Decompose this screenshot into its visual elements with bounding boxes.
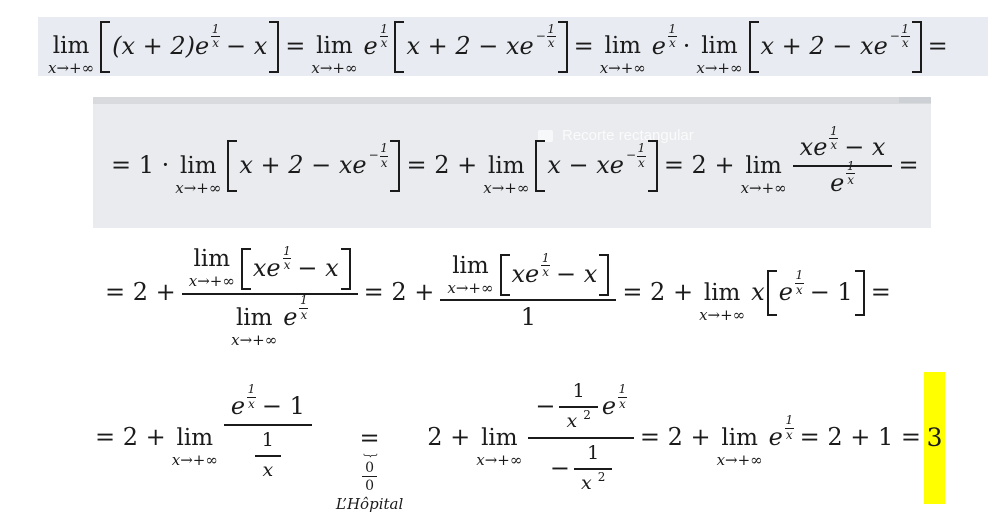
negative-exponent-one-over-x: [536, 23, 556, 50]
equation-line-4: [95, 372, 945, 513]
left-bracket: [394, 21, 404, 73]
left-bracket: [241, 248, 251, 290]
exp-denominator: x: [248, 396, 255, 411]
lim-subscript: x→+∞: [483, 178, 530, 197]
exp-numerator: 1: [300, 293, 308, 308]
right-bracket: [599, 254, 609, 296]
e-power-one-over-x: [830, 159, 855, 198]
lim-word: lim: [745, 152, 782, 179]
equation-line-1: [38, 17, 988, 76]
fraction-numerator: [255, 429, 281, 455]
exp-numerator: 1: [829, 123, 838, 138]
lim-word: lim: [180, 152, 217, 179]
math-text: e: [830, 169, 845, 197]
exp-denominator: x: [830, 137, 838, 152]
fraction-numerator: [440, 250, 616, 299]
lim-operator: [447, 252, 494, 297]
math-text: x + 2 − xe: [760, 31, 888, 60]
math-text: − x: [297, 253, 339, 282]
fraction: [793, 123, 893, 198]
exp-numerator: 1: [547, 21, 555, 36]
equals-sign: =: [573, 31, 594, 60]
lim-word: lim: [176, 424, 214, 451]
variable-x: x: [751, 278, 765, 307]
expression: [778, 268, 853, 307]
expression: [799, 123, 886, 162]
left-bracket: [535, 140, 545, 192]
lim-word: lim: [488, 152, 525, 179]
equals-two-plus: = 2 +: [105, 278, 176, 307]
denominator-x: x: [580, 471, 592, 494]
lim-subscript: x→+∞: [740, 178, 787, 197]
fraction-denominator: [528, 437, 633, 497]
exp-numerator: 1: [795, 268, 804, 283]
lhopital-label: L’Hôpital: [335, 495, 404, 513]
expression-x-plus-2-e: [112, 21, 268, 61]
fraction-numerator: [224, 382, 312, 424]
nested-fraction-one-over-x: [255, 429, 281, 483]
lim-word: lim: [481, 424, 518, 451]
lim-subscript: x→+∞: [231, 330, 278, 349]
zero: 0: [365, 460, 375, 476]
exponent-one-over-x: [211, 23, 220, 50]
right-bracket: [341, 248, 351, 290]
exp-denominator: x: [795, 282, 803, 297]
derivative-ratio-fraction: [528, 379, 633, 496]
exp-numerator: 1: [283, 243, 291, 258]
left-bracket: [767, 270, 777, 316]
exp-numerator: 1: [247, 382, 256, 397]
exp-denominator: x: [901, 36, 909, 50]
lhopital-annotated-equals: [336, 426, 403, 512]
lim-word: lim: [316, 33, 353, 59]
lim-operator: [476, 424, 523, 469]
exponent-one-over-x: [380, 23, 389, 50]
fraction-numerator: [559, 380, 597, 406]
lim-subscript: x→+∞: [699, 305, 746, 324]
lim-word: lim: [235, 304, 273, 331]
lim-word: lim: [452, 252, 489, 279]
lim-operator: [740, 152, 787, 197]
left-bracket: [749, 21, 759, 73]
equals-sign: =: [870, 278, 891, 307]
fraction-numerator: [793, 123, 893, 165]
lim-operator: [311, 35, 357, 76]
denominator-one: 1: [520, 303, 536, 332]
lim-subscript: x→+∞: [311, 59, 358, 77]
band-edge-accent: [899, 97, 931, 103]
lim-word: lim: [604, 33, 641, 59]
fraction-denominator: [362, 476, 377, 493]
left-bracket: [500, 254, 510, 296]
equals-two-plus: = 2 +: [95, 423, 166, 452]
exp-numerator: 1: [380, 141, 388, 156]
zero-over-zero: [362, 461, 377, 493]
lim-word: lim: [52, 33, 90, 59]
exp-numerator: 1: [618, 382, 627, 397]
lim-operator: [483, 152, 530, 197]
numerator-one: 1: [587, 442, 600, 464]
e-power-one-over-x: [601, 382, 627, 421]
two-plus: 2 +: [427, 423, 471, 452]
fraction-denominator: [559, 406, 597, 434]
math-text: xe: [799, 133, 828, 162]
expression: [550, 442, 612, 496]
lim-word: lim: [703, 279, 741, 306]
exponent-one-over-x: [846, 160, 855, 187]
math-text: x + 2 − xe: [239, 151, 367, 180]
math-text: e: [768, 423, 783, 452]
math-text: − x: [225, 31, 268, 60]
exp-minus: −: [535, 28, 546, 43]
exponent-one-over-x: [668, 23, 677, 50]
math-text: xe: [511, 260, 540, 289]
exponent-one-over-x: [541, 252, 550, 279]
lim-word: lim: [193, 246, 231, 272]
fraction-denominator: [440, 299, 616, 333]
lim-subscript: x→+∞: [716, 450, 763, 469]
equation-line-2: [93, 97, 931, 228]
math-text: e: [601, 392, 617, 421]
lim-word: lim: [701, 33, 738, 59]
lim-subscript: x→+∞: [696, 59, 743, 77]
right-bracket: [912, 21, 922, 73]
minus-sign: −: [535, 392, 556, 421]
exp-denominator: x: [547, 36, 555, 50]
expression-bracket: [239, 141, 388, 180]
exp-minus: −: [889, 28, 900, 43]
snip-tooltip-ghost: [538, 127, 694, 144]
fraction-numerator: [528, 379, 633, 437]
math-text: x − xe: [547, 151, 624, 180]
lim-operator: [696, 35, 742, 76]
exp-numerator: 1: [637, 141, 646, 156]
exp-denominator: x: [380, 36, 388, 50]
equals-sign: =: [898, 151, 919, 180]
math-text: e: [283, 303, 298, 332]
e-power-one-over-x: [363, 21, 388, 61]
left-bracket: [227, 140, 237, 192]
lim-subscript: x→+∞: [175, 178, 222, 197]
exp-denominator: x: [283, 258, 291, 272]
math-text: xe: [252, 253, 281, 282]
denominator-x: x: [566, 410, 578, 433]
denominator-x: x: [262, 458, 274, 481]
fraction-numerator: [362, 461, 377, 476]
lim-subscript: x→+∞: [48, 59, 95, 77]
right-bracket: [648, 140, 658, 192]
equals-two-plus: = 2 +: [363, 278, 435, 307]
exp-numerator: 1: [785, 413, 794, 428]
math-text: e: [651, 31, 666, 60]
snip-tooltip-text: Recorte rectangular: [562, 127, 694, 144]
right-bracket: [390, 140, 400, 192]
exponent-one-over-x: [795, 269, 804, 296]
fraction-of-limits: [182, 243, 358, 349]
exp-numerator: 1: [668, 21, 677, 36]
minus-sign: −: [549, 454, 570, 483]
numerator-one: 1: [261, 428, 274, 451]
e-power-one-over-x: [283, 293, 308, 332]
math-text: − x: [556, 260, 598, 289]
exp-denominator: x: [380, 155, 388, 170]
fraction-over-one: [440, 250, 616, 333]
exp-denominator: x: [785, 427, 793, 442]
exponent-one-over-x: [785, 414, 794, 441]
left-bracket: [100, 21, 110, 73]
final-answer: 3: [926, 422, 943, 452]
lim-operator: [600, 35, 646, 76]
exp-numerator: 1: [846, 159, 855, 174]
fraction-denominator: [255, 455, 281, 483]
math-text: e: [363, 31, 378, 60]
equals-two-plus: = 2 +: [639, 423, 711, 452]
equals-sign: =: [285, 31, 306, 60]
equals-two-plus: = 2 +: [622, 278, 694, 307]
exponent-one-over-x: [247, 383, 256, 410]
exp-denominator: x: [847, 173, 855, 188]
fraction-denominator: [224, 424, 312, 484]
nested-fraction-one-over-x-squared: [559, 380, 597, 434]
fraction-numerator: [574, 442, 612, 468]
math-text: − 1: [809, 278, 853, 307]
lim-subscript: x→+∞: [476, 450, 523, 469]
exponent-one-over-x: [618, 383, 627, 410]
lim-operator: [231, 304, 278, 349]
equals-two-plus-one-equals: = 2 + 1 =: [799, 423, 922, 452]
expression: [230, 382, 305, 421]
numerator-one: 1: [572, 380, 585, 403]
negative-exponent-one-over-x: [626, 142, 646, 169]
exp-denominator: x: [638, 155, 645, 170]
lim-operator: [699, 279, 746, 324]
equals-one-dot: = 1 ·: [111, 151, 170, 180]
expression-bracket: [547, 141, 646, 180]
exp-denominator: x: [619, 396, 626, 411]
equals-sign: =: [359, 424, 380, 452]
fraction-numerator: [182, 243, 358, 293]
lim-word: lim: [721, 424, 758, 451]
fraction-denominator: [182, 293, 358, 349]
expression: [252, 243, 339, 283]
squared-exponent: 2: [597, 469, 606, 484]
expression-bracket: [406, 21, 555, 61]
fraction-denominator: [574, 468, 612, 496]
math-text: x + 2 − xe: [406, 31, 534, 60]
math-text: (x + 2)e: [112, 31, 210, 60]
lim-operator: [171, 424, 218, 469]
exp-numerator: 1: [541, 250, 550, 265]
negative-exponent-one-over-x: [890, 23, 910, 50]
lim-operator: [175, 152, 222, 197]
lim-subscript: x→+∞: [447, 278, 494, 297]
multiplication-dot: ·: [682, 31, 691, 60]
zero: 0: [365, 478, 375, 494]
equals-two-plus: = 2 +: [406, 151, 478, 180]
lim-subscript: x→+∞: [599, 59, 646, 77]
expression: [535, 380, 626, 434]
negative-exponent-one-over-x: [369, 142, 389, 169]
expression: [511, 250, 598, 289]
expression-bracket: [760, 21, 910, 61]
e-power-one-over-x: [768, 413, 794, 452]
highlight-answer: [924, 372, 945, 504]
exp-minus: −: [625, 148, 637, 163]
exponent-one-over-x: [829, 125, 838, 152]
underbrace-icon: {: [360, 452, 379, 459]
exp-denominator: x: [212, 36, 219, 50]
equals-two-plus: = 2 +: [663, 151, 735, 180]
exp-numerator: 1: [901, 21, 910, 36]
e-power-one-over-x: [651, 21, 677, 61]
exponent-one-over-x: [283, 245, 292, 272]
exp-numerator: 1: [380, 21, 388, 36]
squared-exponent: 2: [583, 408, 591, 423]
fraction-denominator: [793, 159, 893, 199]
nested-fraction-one-over-x-squared: [574, 442, 612, 496]
lim-subscript: x→+∞: [188, 272, 235, 290]
math-text: − 1: [261, 392, 305, 421]
fraction-e-minus-one-over-one-over-x: [224, 382, 312, 483]
lim-operator: [716, 424, 763, 469]
exp-denominator: x: [542, 264, 550, 279]
exp-denominator: x: [300, 307, 308, 322]
math-text: − x: [844, 133, 886, 162]
math-text: e: [230, 392, 246, 421]
right-bracket: [269, 21, 279, 73]
right-bracket: [855, 270, 865, 316]
exp-minus: −: [368, 148, 379, 163]
right-bracket: [558, 21, 568, 73]
exp-denominator: x: [668, 36, 676, 50]
exponent-one-over-x: [299, 294, 308, 321]
lim-subscript: x→+∞: [171, 450, 218, 469]
equals-sign: =: [927, 31, 948, 60]
lim-operator: [48, 35, 94, 76]
exp-numerator: 1: [211, 21, 220, 36]
lim-operator: [189, 248, 235, 289]
math-text: e: [778, 278, 793, 307]
equation-line-3: [105, 232, 891, 354]
